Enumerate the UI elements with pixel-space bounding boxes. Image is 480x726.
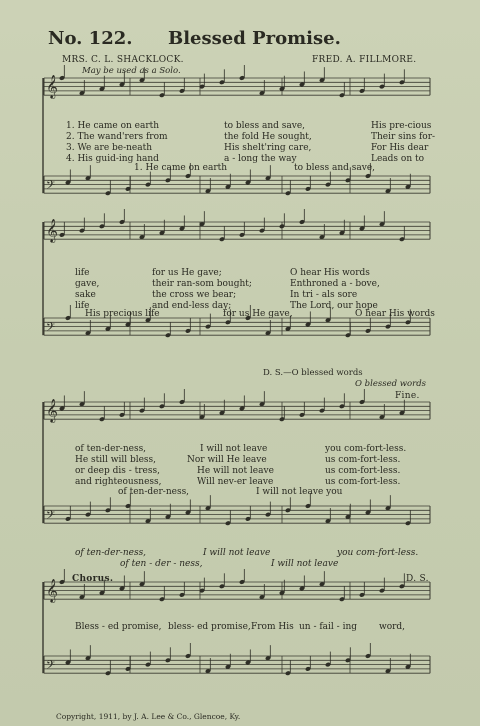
verse-1-a: 1. He came on earth bbox=[66, 121, 160, 131]
s3-bass-c: you com-fort-less. bbox=[337, 548, 419, 558]
v1-s3-c: you com-fort-less. bbox=[325, 444, 407, 454]
verse-2-b: the fold He sought, bbox=[224, 132, 312, 142]
performance-note: May be used as a Solo. bbox=[82, 66, 181, 76]
system1-bass-lyric bbox=[134, 163, 434, 175]
v2-s3-c: us com-fort-less. bbox=[325, 455, 401, 465]
v2-s2-b: their ran-som bought; bbox=[152, 279, 252, 289]
v4-s3-a: and righteousness, bbox=[75, 477, 162, 487]
v3-s2-c: In tri - als sore bbox=[290, 290, 358, 300]
verse-3-a: 3. We are be-neath bbox=[66, 143, 153, 153]
v1-s3-a: of ten-der-ness, bbox=[75, 444, 147, 454]
chorus-lyric-b: bless- ed promise, bbox=[168, 622, 251, 632]
svg-text:𝄢: 𝄢 bbox=[46, 509, 56, 525]
v2-s2-a: gave, bbox=[75, 279, 100, 289]
v1-s2-b: for us He gave; bbox=[152, 268, 222, 278]
chorus-lyric-c: From His bbox=[251, 622, 294, 632]
chorus-lyric-d: un - fail - ing bbox=[299, 622, 358, 632]
svg-text:𝄢: 𝄢 bbox=[46, 659, 56, 675]
svg-text:𝄞: 𝄞 bbox=[46, 578, 58, 602]
composer-credit: FRED. A. FILLMORE. bbox=[312, 55, 417, 65]
svg-text:𝄞: 𝄞 bbox=[46, 218, 58, 242]
verse-2-c: Their sins for- bbox=[371, 132, 436, 142]
svg-text:𝄢: 𝄢 bbox=[46, 179, 56, 195]
bass-lyric-b: to bless and save, bbox=[294, 163, 375, 173]
verse-1-b: to bless and save, bbox=[224, 121, 305, 131]
hymn-number: No. 122. bbox=[48, 28, 133, 49]
hymn-title: Blessed Promise. bbox=[168, 28, 341, 49]
v1-s2-a: life bbox=[75, 268, 90, 278]
s2-bass-b: for us He gave, bbox=[223, 309, 293, 319]
chorus-lyric bbox=[75, 622, 455, 634]
chorus-lyric-a: Bless - ed promise, bbox=[75, 622, 162, 632]
v2-s2-c: Enthroned a - bove, bbox=[290, 279, 380, 289]
v2-s3-b: Nor will He leave bbox=[187, 455, 267, 465]
chorus-lyric-e: word, bbox=[379, 622, 406, 632]
fine-mark: Fine. bbox=[395, 391, 420, 401]
svg-text:𝄞: 𝄞 bbox=[46, 398, 58, 422]
v4-s3-c: us com-fort-less. bbox=[325, 477, 401, 487]
v4-s2-c: The Lord, our hope bbox=[290, 301, 378, 311]
verse-4-b: a - long the way bbox=[224, 154, 297, 164]
verse-4-a: 4. His guid-ing hand bbox=[66, 154, 159, 164]
ds-sub-note: O blessed words bbox=[355, 379, 427, 389]
svg-text:𝄞: 𝄞 bbox=[46, 74, 58, 98]
system2-bass-lyric bbox=[85, 309, 445, 321]
verse-2-a: 2. The wand'rers from bbox=[66, 132, 168, 142]
chorus-label: Chorus. bbox=[72, 574, 114, 584]
v4-s3-b: Will nev-er leave bbox=[197, 477, 274, 487]
v3-s3-a: or deep dis - tress, bbox=[75, 466, 160, 476]
verse-1-c: His pre-cious bbox=[371, 121, 432, 131]
verse-3-b: His shelt'ring care, bbox=[224, 143, 312, 153]
v2-s3-a: He still will bless, bbox=[75, 455, 157, 465]
chorus-ds: D. S. bbox=[406, 574, 429, 584]
verse-4-c: Leads on to bbox=[371, 154, 425, 164]
s3-bass-a: of ten-der-ness, bbox=[75, 548, 147, 558]
v1-s3-b: I will not leave bbox=[200, 444, 268, 454]
bass-lyric-a: 1. He came on earth bbox=[134, 163, 228, 173]
system3-bass-lyric bbox=[75, 548, 455, 574]
ds-note: D. S.—O blessed words bbox=[263, 368, 363, 378]
s3-bass-b: I will not leave bbox=[203, 548, 271, 558]
v3-s3-b: He will not leave bbox=[197, 466, 274, 476]
v4-s2-a: life bbox=[75, 301, 90, 311]
system1-verses bbox=[66, 121, 446, 167]
lyricist-credit: MRS. C. L. SHACKLOCK. bbox=[62, 55, 184, 65]
v1-s2-c: O hear His words bbox=[290, 268, 370, 278]
svg-text:𝄢: 𝄢 bbox=[46, 321, 56, 337]
copyright-line: Copyright, 1911, by J. A. Lee & Co., Glencoe, Ky. bbox=[56, 712, 241, 721]
s3-mid-b: I will not leave you bbox=[256, 487, 343, 497]
s2-bass-a: His precious life bbox=[85, 309, 160, 319]
verse-3-c: For His dear bbox=[371, 143, 429, 153]
v3-s2-b: the cross we bear; bbox=[152, 290, 237, 300]
system3-verses bbox=[75, 444, 455, 490]
s3-mid-a: of ten-der-ness, bbox=[118, 487, 190, 497]
s3-bass2-a: of ten - der - ness, bbox=[120, 559, 203, 569]
v3-s3-c: us com-fort-less. bbox=[325, 466, 401, 476]
v4-s2-b: and end-less day; bbox=[152, 301, 232, 311]
s3-bass2-b: I will not leave bbox=[271, 559, 339, 569]
system2-verses bbox=[75, 268, 455, 314]
v3-s2-a: sake bbox=[75, 290, 96, 300]
system3-mid-lyric bbox=[118, 487, 418, 499]
s2-bass-c: O hear His words bbox=[355, 309, 435, 319]
